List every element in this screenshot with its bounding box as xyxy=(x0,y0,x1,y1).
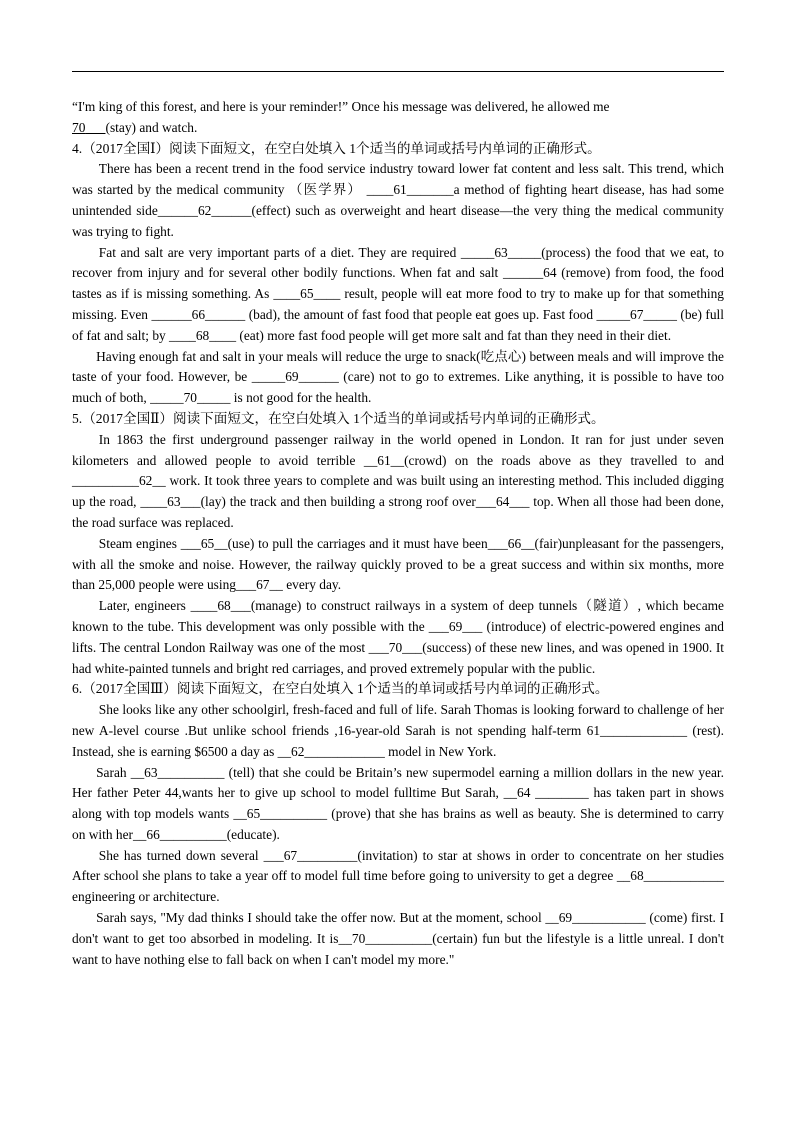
line-continuation: “I'm king of this forest, and here is your reminder!” Once his message was delivered, he allowed me xyxy=(72,99,610,114)
section-6-paragraph-1: She looks like any other schoolgirl, fresh-faced and full of life. Sarah Thomas is looking forward to challenge of her new A-level course .But unlike school friends ,16-year-old Sarah is not spending half-term 61_____________ (rest). Instead, she is earning $6500 a day as __62____________ model in New York. xyxy=(72,702,724,759)
section-4-heading: 4.（2017全国Ⅰ）阅读下面短文，在空白处填入 1个适当的单词或括号内单词的正确形式。 xyxy=(72,140,601,156)
section-5-paragraph-1: In 1863 the first underground passenger railway in the world opened in London. It ran for just under seven kilometers and allowed people to avoid terrible __61__(crowd) on the roads above as they travelled to and __________62__ work. It took three years to complete and was built using an interesting method. This included digging up the road, ____63___(lay) the track and then building a strong roof over___64___ top. When all those had been done, the road surface was replaced. xyxy=(72,431,724,530)
document-body xyxy=(72,97,724,970)
section-5-paragraph-3: Later, engineers ____68___(manage) to construct railways in a system of deep tunnels（隧道）, which became known to the tube. This development was only possible with the ___69___ (introduce) of electric-powered engines and lifts. The central London Railway was one of the most ___70___(success) of these new lines, and was opened in 1900. It had white-painted tunnels and bright red carriages, and proved extremely popular with the public. xyxy=(72,598,724,676)
section-6-paragraph-3: She has turned down several ___67_________(invitation) to star at shows in order to concentrate on her studies After school she plans to take a year off to model full time before going to university to get a degree __68____________ engineering or architecture. xyxy=(72,847,724,905)
section-4-paragraph-3: Having enough fat and salt in your meals will reduce the urge to snack(吃点心) between meals and will improve the taste of your food. However, be _____69______ (care) not to go to extremes. Like anything, it is possible to have too much of both, _____70_____ is not good for the health. xyxy=(72,348,724,406)
section-5-heading: 5.（2017全国Ⅱ）阅读下面短文，在空白处填入 1个适当的单词或括号内单词的正确形式。 xyxy=(72,410,605,426)
section-6-heading: 6.（2017全国Ⅲ）阅读下面短文，在空白处填入 1个适当的单词或括号内单词的正确形式。 xyxy=(72,681,609,697)
section-4-paragraph-2: Fat and salt are very important parts of a diet. They are required _____63_____(process) the food that we eat, to recover from injury and for several other bodily functions. When fat and salt ______64 (remove) from food, the food tastes as if is missing something. As ____65____ result, people will eat more food to try to make up for that something missing. Even ______66______ (bad), the amount of fast food that people eat goes up. Fast food _____67_____ (be) full of fat and salt; by ____68____ (eat) more fast food people will get more salt and fat than they need in their diet. xyxy=(72,244,724,343)
header-rule xyxy=(72,71,724,72)
line-continuation-tail: (stay) and watch. xyxy=(105,119,198,135)
section-6-paragraph-4: Sarah says, "My dad thinks I should take the offer now. But at the moment, school __69___________ (come) first. I don't want to get too absorbed in modeling. It is__70__________(certain) fun but the lifestyle is a little unreal. I don't want to have nothing else to fall back on when I can't model my more." xyxy=(72,910,724,967)
section-5-paragraph-2: Steam engines ___65__(use) to pull the carriages and it must have been___66__(fair)unpleasant for the passengers, with all the smoke and noise. However, the railway quickly proved to be a great success and within six months, more than 25,000 people were using___67__ every day. xyxy=(72,535,724,593)
line-continuation-2 xyxy=(72,118,724,139)
blank-70: 70 xyxy=(72,119,86,135)
section-4-paragraph-1: There has been a recent trend in the food service industry toward lower fat content and less salt. This trend, which was started by the medical community （医学界） ____61_______a method of fighting heart disease, has had some unintended side______62______(effect) such as overweight and heart disease—the very thing the medical community was trying to fight. xyxy=(72,161,724,239)
section-6-paragraph-2: Sarah __63__________ (tell) that she could be Britain’s new supermodel earning a million dollars in the new year. Her father Peter 44,wants her to give up school to model fulltime But Sarah, __64 ________ has taken part in shows along with top models wants __65__________ (prove) that she has brains as well as beauty. She is determined to carry on with her__66__________(educate). xyxy=(72,764,724,842)
